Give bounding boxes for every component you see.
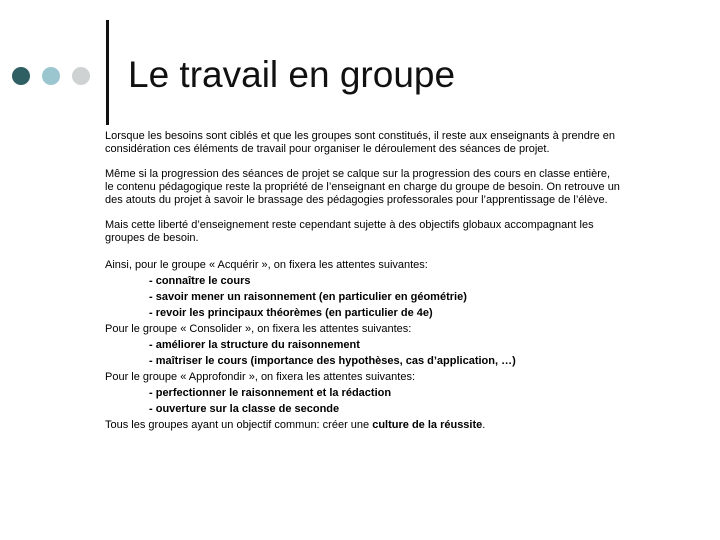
group-approfondir-item: - ouverture sur la classe de seconde (149, 403, 340, 415)
group-approfondir-intro: Pour le groupe « Approfondir », on fixera les attentes suivantes: (105, 371, 416, 383)
closing-prefix: Tous les groupes ayant un objectif commun: créer une (105, 419, 370, 431)
group-consolider-item: - maîtriser le cours (importance des hypothèses, cas d’application, …) (149, 355, 516, 367)
group-expectations (105, 257, 620, 433)
decorative-dots (12, 67, 94, 85)
group-acquerir-item: - connaître le cours (149, 275, 251, 287)
group-acquerir-intro: Ainsi, pour le groupe « Acquérir », on fixera les attentes suivantes: (105, 259, 428, 271)
light-blue-dot-icon (42, 67, 60, 85)
group-acquerir-item: - savoir mener un raisonnement (en particulier en géométrie) (149, 291, 467, 303)
group-acquerir-item: - revoir les principaux théorèmes (en particulier de 4e) (149, 307, 433, 319)
group-approfondir-item: - perfectionner le raisonnement et la rédaction (149, 387, 392, 399)
paragraph-progression: Même si la progression des séances de projet se calque sur la progression des cours en classe entière, le contenu pédagogique reste la propriété de l’enseignant en charge du groupe de besoin. On retrouve un des atouts du projet à savoir le brassage des pédagogies professorales pour l’apprentissage de l’élève. (105, 168, 620, 206)
closing-emphasis: culture de la réussite (372, 419, 483, 431)
group-consolider-item: - améliorer la structure du raisonnement (149, 339, 360, 351)
slide-body (105, 130, 620, 433)
closing-suffix: . (482, 419, 486, 431)
title-divider (106, 20, 109, 125)
dark-teal-dot-icon (12, 67, 30, 85)
paragraph-freedom: Mais cette liberté d’enseignement reste cependant sujette à des objectifs globaux accompagnant les groupes de besoin. (105, 219, 594, 244)
closing-line (105, 417, 620, 433)
paragraph-needs: Lorsque les besoins sont ciblés et que les groupes sont constitués, il reste aux enseignants à prendre en considération ces éléments de travail pour organiser le déroulement des séances de projet. (105, 130, 615, 155)
group-consolider-intro: Pour le groupe « Consolider », on fixera les attentes suivantes: (105, 323, 412, 335)
slide-title: Le travail en groupe (128, 54, 456, 95)
gray-dot-icon (72, 67, 90, 85)
